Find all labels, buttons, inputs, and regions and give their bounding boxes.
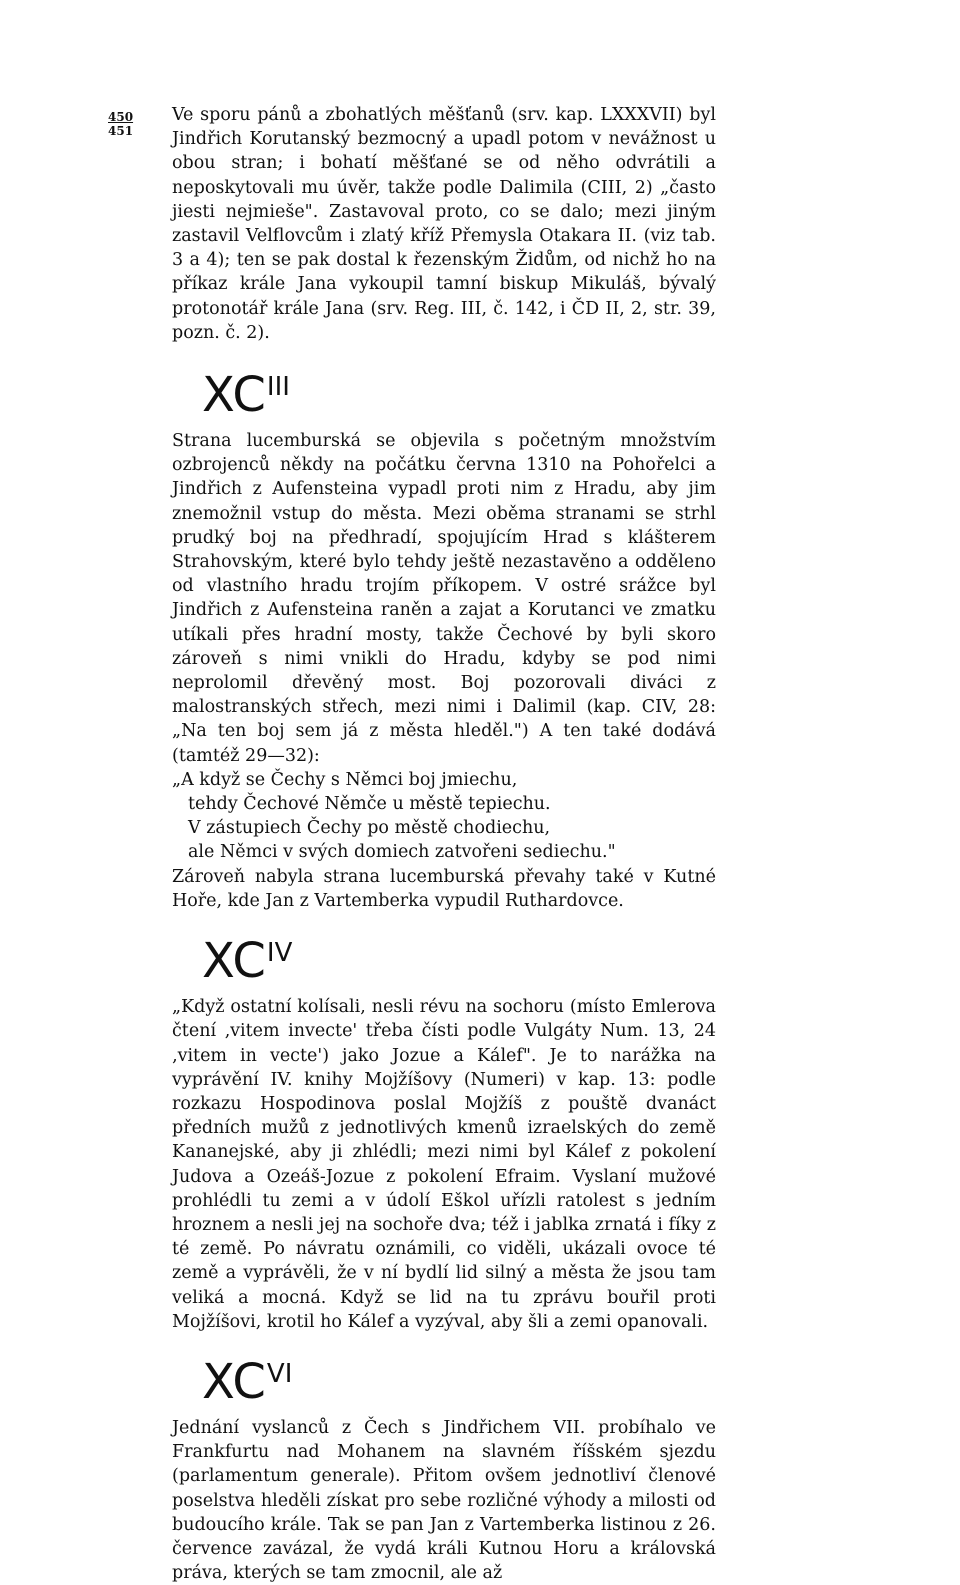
xciii-paragraph: Strana lucemburská se objevila s početným množstvím ozbrojenců někdy na počátku června 1310 na Pohořelci a Jindřich z Aufensteina vypadl proti nim z Hradu, aby jim znemožnil vstup do města. Mezi oběma stranami se strhl prudký boj na předhradí, spojujícím Hrad s klášterem Strahovským, které bylo tehdy ještě nezastavěno a odděleno od vlastního hradu trojím příkopem. V ostré srážce byl Jindřich z Aufensteina raněn a zajat a Korutanci ve zmatku utíkali přes hradní mosty, takže Čechové by byli skoro zároveň s nimi vnikli do Hradu, kdyby se pod nimi neprolomil dřevěný most. Boj pozorovali diváci z malostranských střech, mezi nimi i Dalimil (kap. CIV, 28: „Na ten boj sem já z města hleděl.") A ten také dodává (tamtéž 29—32): — [172, 431, 716, 766]
xciv-paragraph: „Když ostatní kolísali, nesli révu na sochoru (místo Emlerova čtení ‚vitem invecte' třeba čísti podle Vulgáty Num. 13, 24 ‚vitem in vecte') jako Jozue a Kálef". Je to narážka na vyprávění IV. knihy Mojžíšovy (Numeri) v kap. 13: podle rozkazu Hospodinova poslal Mojžíš z pouště dvanáct předních mužů z jednotlivých kmenů izraelských do země Kananejské, aby ji zhlédli; mezi nimi byl Kálef z pokolení Judova a Ozeáš-Jozue z pokolení Efraim. Vyslaní mužové prohlédli tu zemi a v údolí Eškol uřízli ratolest s jedním hroznem a nesli jej na sochoře dva; též i jablka zrnatá i fíky z té země. Po návratu oznámili, co viděli, ukázali ovoce té země a vyprávěli, že v ní bydlí lid silný a města že jsou tam veliká a mocná. Když se lid na tu zprávu bouřil proti Mojžíšovi, krotil ho Kálef a vyzýval, aby šli a zemi opanovali. — [172, 997, 716, 1332]
heading-sup: III — [266, 372, 290, 403]
heading-main: XC — [202, 1353, 267, 1410]
margin-line-numbers — [108, 106, 133, 142]
intro-paragraph: Ve sporu pánů a zbohatlých měšťanů (srv. kap. LXXXVII) byl Jindřich Korutanský bezmocný a upadl potom v nevážnost u obou stran; i bohatí měšťané se od něho odvrátili a neposkytovali mu úvěr, takže podle Dalimila (CIII, 2) „často jiesti nejmieše". Zastavoval proto, co se dalo; mezi jiným zastavil Velflovcům i zlatý kříž Přemysla Otakara II. (viz tab. 3 a 4); ten se pak dostal k řezenským Židům, od nichž ho na příkaz krále Jana vykoupil tamní biskup Mikuláš, bývalý protonotář krále Jana (srv. Reg. III, č. 142, i ČD II, 2, str. 39, pozn. č. 2). — [172, 105, 716, 343]
section-heading-xciii — [202, 363, 716, 424]
xciii-after-verse: Zároveň nabyla strana lucemburská převahy také v Kutné Hoře, kde Jan z Vartemberka vypudil Ruthardovce. — [172, 866, 716, 911]
verse-line: „A když se Čechy s Němci boj jmiechu, — [172, 769, 518, 790]
heading-main: XC — [202, 367, 267, 424]
verse-line: tehdy Čechové Němče u městě tepiechu. — [188, 794, 551, 815]
xcvi-paragraph: Jednání vyslanců z Čech s Jindřichem VII. probíhalo ve Frankfurtu nad Mohanem na slavném říšském sjezdu (parlamentum generale). Přitom ovšem jednotliví členové poselstva hleděli získat pro sebe rozličné výhody a milosti od budoucího krále. Tak se pan Jan z Vartemberka listinou z 26. července zavázal, že vydá králi Kutnou Horu a královská práva, kterých se tam zmocnil, ale až — [172, 1417, 716, 1584]
section-heading-xcvi — [202, 1350, 716, 1410]
heading-main: XC — [202, 933, 267, 990]
text-column — [172, 103, 716, 1585]
verse-line: ale Němci v svých domiech zatvořeni sediechu." — [188, 842, 616, 863]
margin-number-450: 450 — [108, 110, 134, 124]
verse-line: V zástupiech Čechy po městě chodiechu, — [188, 818, 551, 839]
heading-sup: IV — [266, 938, 293, 969]
margin-number-451: 451 — [108, 124, 134, 138]
dalimil-verse — [172, 768, 716, 865]
heading-sup: VI — [266, 1358, 293, 1389]
section-heading-xciv — [202, 929, 716, 990]
